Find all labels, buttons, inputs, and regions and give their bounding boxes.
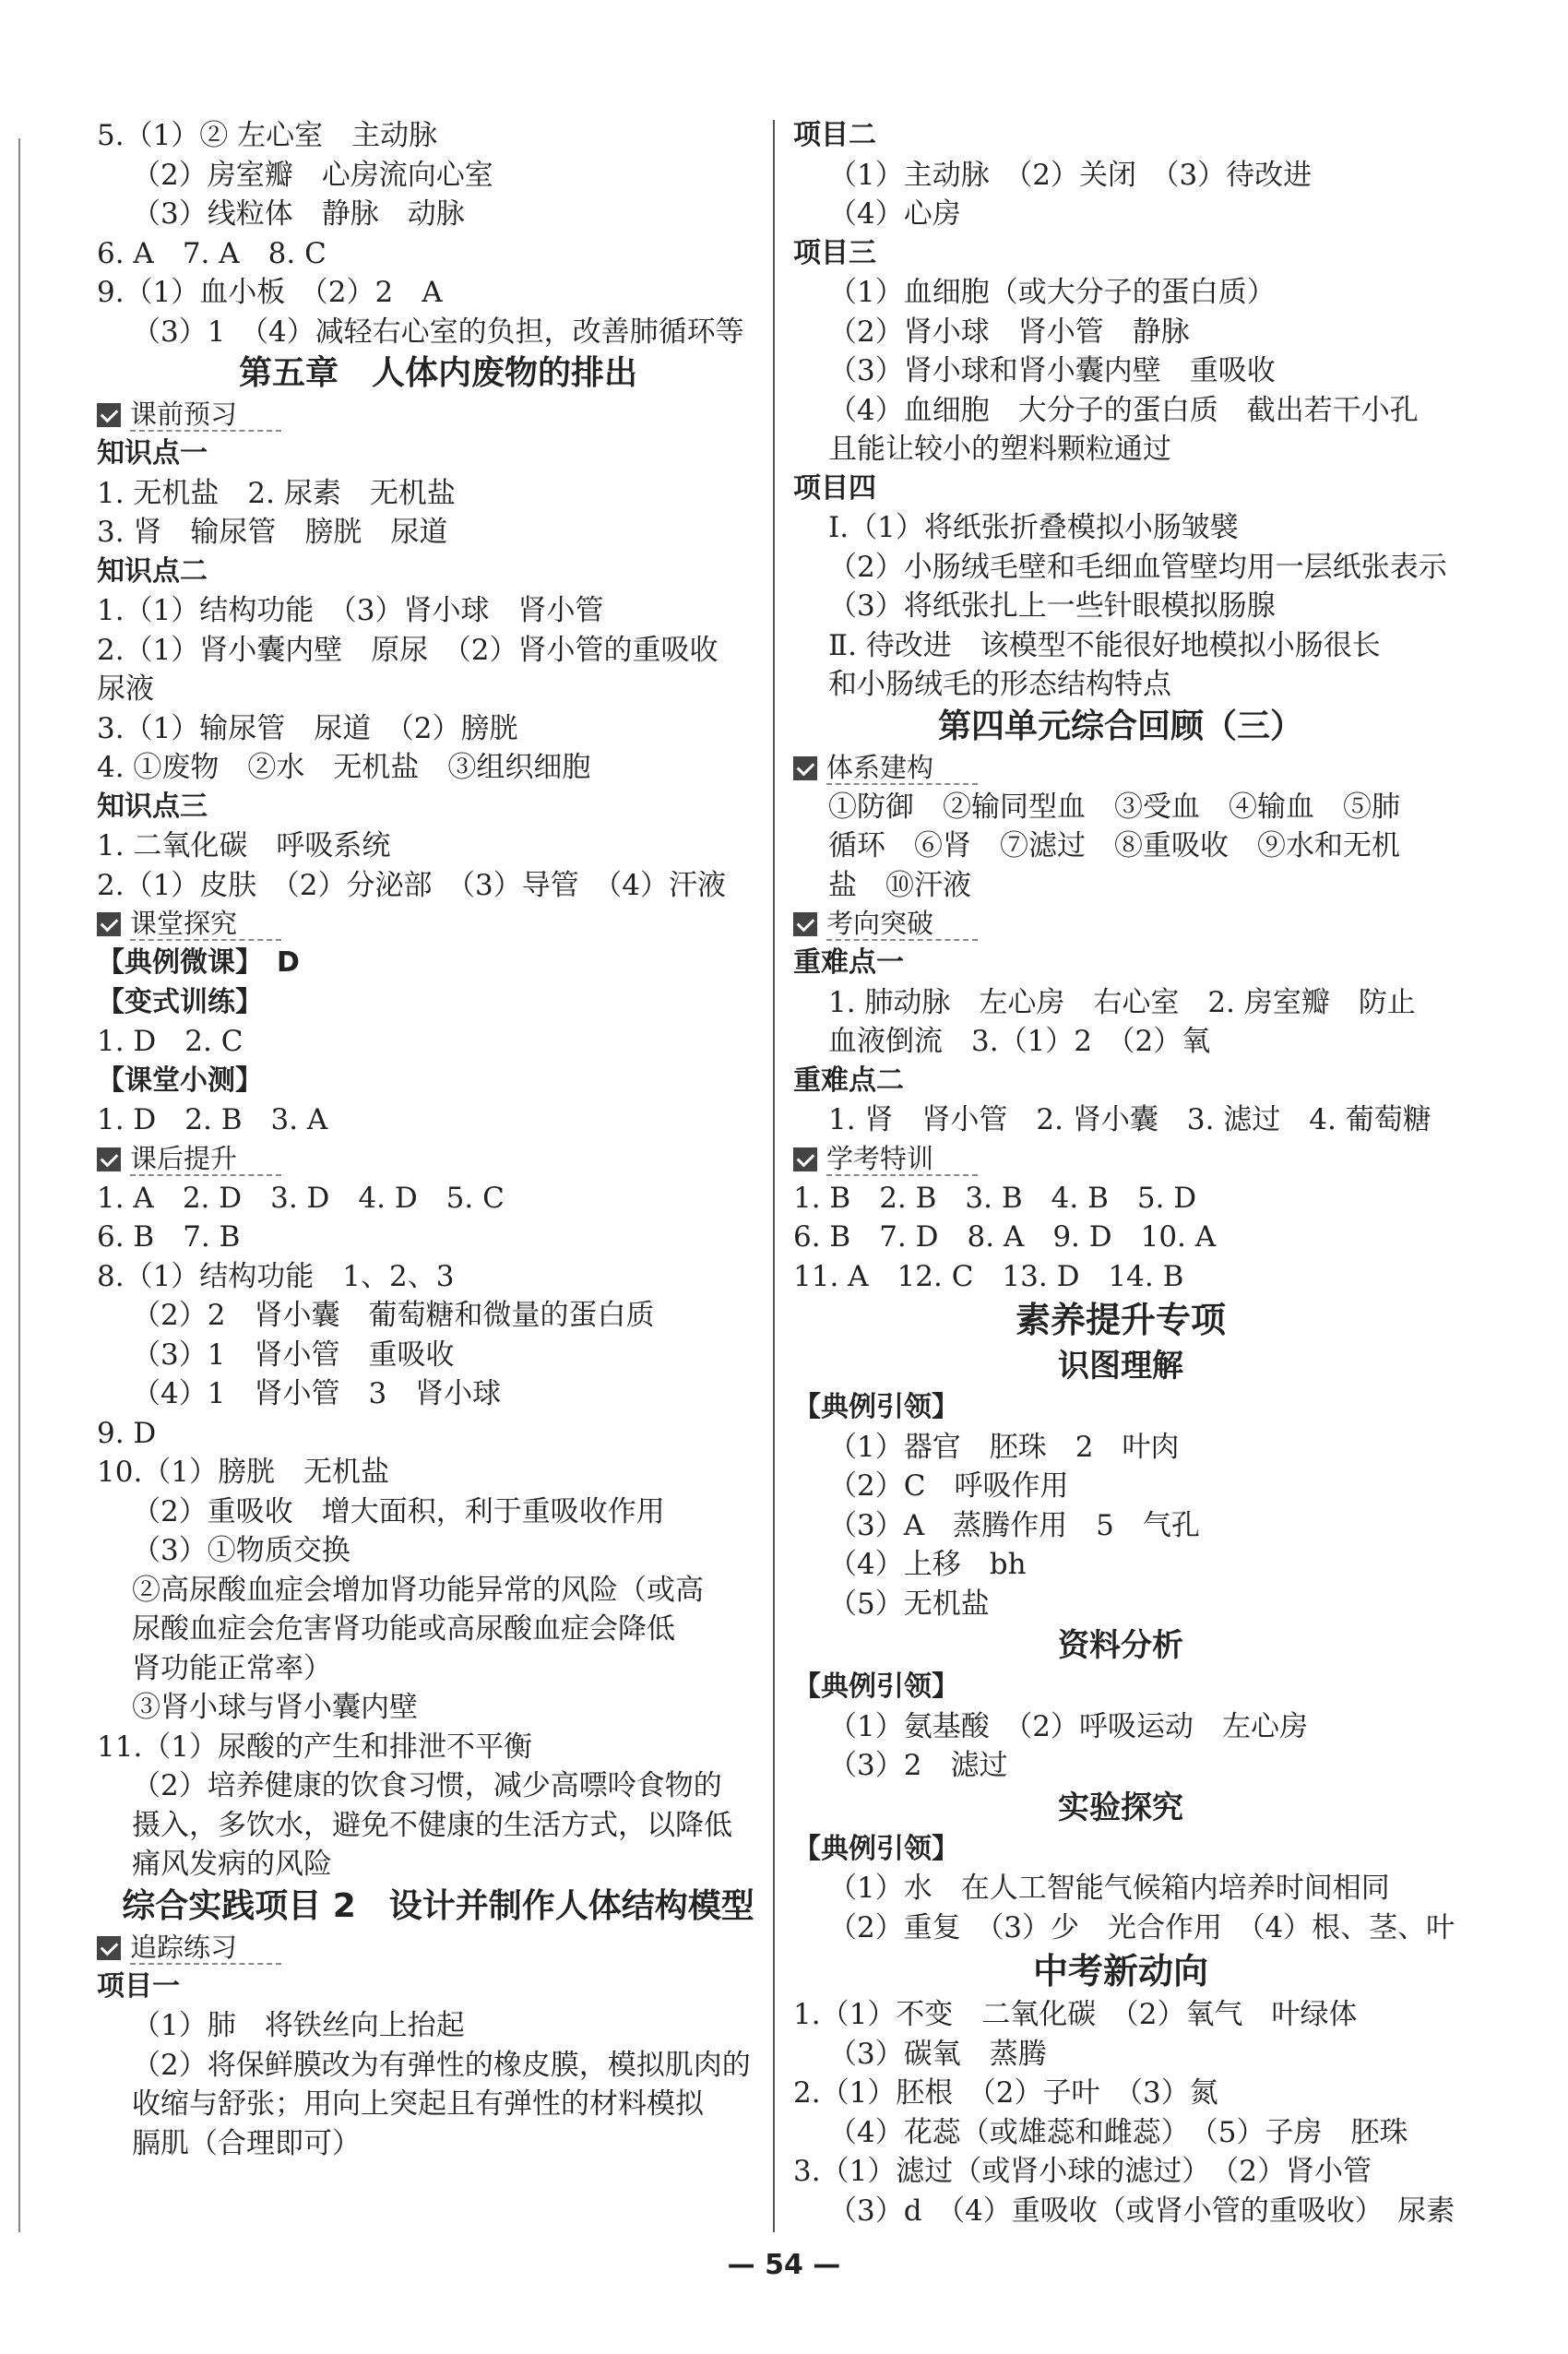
section-label: 课前预习 (130, 398, 281, 432)
answer-line: 8.（1）结构功能 1、2、3 (97, 1259, 455, 1293)
answer-line: 摄入，多饮水，避免不健康的生活方式，以降低 (132, 1808, 732, 1842)
chapter-title: 中考新动向 (1032, 1951, 1208, 1991)
answer-line: （2）肾小球 肾小管 静脉 (828, 315, 1190, 349)
chapter-title: 第四单元综合回顾（三） (937, 707, 1303, 745)
topic-heading: 项目一 (97, 1969, 180, 2003)
answer-line: 收缩与舒张；用向上突起且有弹性的材料模拟 (132, 2087, 704, 2121)
answer-line: 1.（1）不变 二氧化碳 （2）氧气 叶绿体 (793, 1998, 1358, 2031)
answer-line: （3）d （4）重吸收（或肾小管的重吸收） 尿素 (828, 2194, 1455, 2228)
answer-line: 3.（1）输尿管 尿道 （2）膀胱 (97, 711, 518, 745)
answer-line: 9. D (97, 1416, 157, 1450)
answer-line: （3）A 蒸腾作用 5 气孔 (828, 1508, 1200, 1542)
bracket-heading: 【课堂小测】 (97, 1064, 263, 1097)
answer-line: 2.（1）肾小囊内壁 原尿 （2）肾小管的重吸收 (97, 633, 719, 667)
section-header (793, 1140, 1448, 1179)
checkmark-icon (793, 756, 817, 780)
answer-line: ②高尿酸血症会增加肾功能异常的风险（或高 (132, 1573, 704, 1607)
checkmark-icon (793, 912, 817, 936)
answer-line: 肾功能正常率） (132, 1651, 332, 1685)
answer-line: 1. 肺动脉 左心房 右心室 2. 房室瓣 防止 (828, 985, 1416, 1019)
answer-line: 2.（1）胚根 （2）子叶 （3）氮 (793, 2076, 1218, 2110)
topic-heading: 重难点一 (793, 946, 904, 979)
chapter-title: 第五章 人体内废物的排出 (238, 354, 637, 392)
bracket-heading: 【典例引领】 (793, 1670, 959, 1703)
answer-line: （3）将纸张扎上一些针眼模拟肠腺 (828, 589, 1276, 623)
checkmark-icon (793, 1147, 817, 1171)
answer-line: （2）2 肾小囊 葡萄糖和微量的蛋白质 (132, 1299, 655, 1332)
section-label: 追踪练习 (130, 1932, 281, 1965)
answer-line: 血液倒流 3.（1）2 （2）氧 (828, 1025, 1211, 1058)
topic-heading: 知识点三 (97, 790, 208, 823)
answer-line: （1）器官 胚珠 2 叶肉 (828, 1430, 1180, 1464)
answer-line: （1）主动脉 （2）关闭 （3）待改进 (828, 158, 1313, 192)
answer-line: （3）①物质交换 (132, 1534, 350, 1567)
answer-line: （1）血细胞（或大分子的蛋白质） (828, 276, 1276, 309)
answer-line: 11. A 12. C 13. D 14. B (793, 1259, 1184, 1293)
answer-line: 11.（1）尿酸的产生和排泄不平衡 (97, 1730, 533, 1764)
answer-line: ③肾小球与肾小囊内壁 (132, 1691, 418, 1724)
left-column (97, 116, 779, 2163)
topic-heading: 项目四 (793, 471, 876, 505)
answer-line: 膈肌（合理即可） (132, 2126, 361, 2160)
section-header (97, 1140, 779, 1179)
answer-line: （1）氨基酸 （2）呼吸运动 左心房 (828, 1709, 1308, 1743)
answer-line: （4）心房 (828, 197, 961, 231)
checkmark-icon (97, 912, 121, 936)
section-header (97, 1929, 779, 1968)
answer-line: 1.（1）结构功能 （3）肾小球 肾小管 (97, 594, 604, 627)
answer-line: （3）1 肾小管 重吸收 (132, 1338, 455, 1372)
topic-heading: 项目二 (793, 119, 876, 151)
subsection-title: 实验探究 (1058, 1789, 1183, 1826)
answer-line: （2）重吸收 增大面积，利于重吸收作用 (132, 1494, 665, 1528)
answer-line: （1）水 在人工智能气候箱内培养时间相同 (828, 1872, 1390, 1905)
bracket-heading: 【变式训练】 (97, 985, 263, 1018)
answer-line: （4）上移 bh (828, 1548, 1027, 1581)
answer-line: 2.（1）皮肤 （2）分泌部 （3）导管 （4）汗液 (97, 868, 726, 902)
page-edge-line (18, 138, 20, 2232)
answer-line: 1. B 2. B 3. B 4. B 5. D (793, 1181, 1197, 1215)
section-label: 体系建构 (826, 752, 978, 785)
subsection-title: 资料分析 (1058, 1627, 1183, 1664)
answer-line: （4）血细胞 大分子的蛋白质 截出若干小孔 (828, 393, 1419, 427)
bracket-heading: 【典例引领】 (793, 1391, 959, 1423)
answer-line: 1. D 2. C (97, 1025, 244, 1058)
answer-line: 1. 肾 肾小管 2. 肾小囊 3. 滤过 4. 葡萄糖 (828, 1103, 1431, 1136)
section-header (793, 905, 1448, 944)
answer-line: （2）小肠绒毛壁和毛细血管壁均用一层纸张表示 (828, 550, 1447, 584)
answer-line: Ⅰ.（1）将纸张折叠模拟小肠皱襞 (828, 511, 1239, 544)
answer-line: 痛风发病的风险 (132, 1848, 332, 1881)
answer-line: （3）线粒体 静脉 动脉 (132, 197, 465, 231)
checkmark-icon (97, 1147, 121, 1171)
answer-line: 循环 ⑥肾 ⑦滤过 ⑧重吸收 ⑨水和无机 (828, 829, 1400, 862)
answer-line: （3）2 滤过 (828, 1749, 1008, 1782)
answer-line: （2）重复 （3）少 光合作用 （4）根、茎、叶 (828, 1910, 1455, 1944)
answer-line: （3）1 （4）减轻右心室的负担，改善肺循环等 (132, 315, 744, 349)
answer-line: 6. B 7. B (97, 1220, 241, 1254)
chapter-title: 综合实践项目 2 设计并制作人体结构模型 (122, 1886, 754, 1925)
section-label: 学考特训 (826, 1143, 978, 1176)
answer-line: （3）肾小球和肾小囊内壁 重吸收 (828, 354, 1276, 387)
answer-line: 6. B 7. D 8. A 9. D 10. A (793, 1220, 1217, 1254)
right-column (793, 116, 1455, 2230)
subsection-title: 识图理解 (1058, 1348, 1183, 1385)
section-label: 考向突破 (826, 908, 978, 941)
topic-heading: 知识点一 (97, 437, 208, 470)
answer-line: 1. D 2. B 3. A (97, 1103, 328, 1136)
topic-heading: 知识点二 (97, 554, 208, 588)
section-header (97, 905, 779, 944)
answer-line: 1. A 2. D 3. D 4. D 5. C (97, 1181, 505, 1215)
answer-line: （2）将保鲜膜改为有弹性的橡皮膜，模拟肌肉的 (132, 2048, 751, 2082)
topic-heading: 项目三 (793, 236, 876, 269)
section-header (97, 396, 779, 434)
answer-line: 且能让较小的塑料颗粒通过 (828, 433, 1171, 466)
answer-line: 尿液 (97, 672, 154, 706)
bracket-heading: 【典例微课】 D (97, 946, 300, 979)
answer-line: 9.（1）血小板 （2）2 A (97, 276, 443, 309)
section-label: 课后提升 (130, 1143, 281, 1176)
section-header (793, 749, 1448, 788)
answer-line: ①防御 ②输同型血 ③受血 ④输血 ⑤肺 (828, 790, 1400, 824)
answer-line: 3.（1）滤过（或肾小球的滤过） （2）肾小管 (793, 2155, 1372, 2188)
answer-line: （4）1 肾小管 3 肾小球 (132, 1377, 502, 1410)
topic-heading: 重难点二 (793, 1064, 904, 1097)
answer-line: 1. 二氧化碳 呼吸系统 (97, 829, 391, 862)
answer-line: 1. 无机盐 2. 尿素 无机盐 (97, 476, 456, 510)
answer-line: （5）无机盐 (828, 1587, 990, 1621)
answer-line: 10.（1）膀胱 无机盐 (97, 1456, 390, 1489)
page-number: — 54 — (727, 2249, 841, 2281)
checkmark-icon (97, 1936, 121, 1960)
answer-line: 和小肠绒毛的形态结构特点 (828, 668, 1171, 701)
answer-line: 3. 肾 输尿管 膀胱 尿道 (97, 516, 448, 549)
section-label: 课堂探究 (130, 908, 281, 941)
answer-line: （2）培养健康的饮食习惯，减少高嘌呤食物的 (132, 1769, 722, 1802)
answer-line: （1）肺 将铁丝向上抬起 (132, 2009, 465, 2042)
answer-line: 尿酸血症会危害肾功能或高尿酸血症会降低 (132, 1612, 675, 1646)
answer-line: （2）C 呼吸作用 (828, 1469, 1069, 1503)
answer-line: （2）房室瓣 心房流向心室 (132, 158, 493, 192)
answer-line: 6. A 7. A 8. C (97, 236, 327, 270)
answer-line: 4. ①废物 ②水 无机盐 ③组织细胞 (97, 751, 591, 784)
checkmark-icon (97, 403, 121, 427)
answer-line: （4）花蕊（或雄蕊和雌蕊） （5）子房 胚珠 (828, 2115, 1408, 2149)
answer-line: Ⅱ. 待改进 该模型不能很好地模拟小肠很长 (828, 628, 1381, 662)
chapter-title: 素养提升专项 (1015, 1300, 1226, 1340)
answer-line: 盐 ⑩汗液 (828, 868, 971, 902)
bracket-heading: 【典例引领】 (793, 1832, 959, 1865)
answer-line: 5.（1）② 左心室 主动脉 (97, 119, 438, 152)
answer-line: （3）碳氧 蒸腾 (828, 2037, 1047, 2071)
